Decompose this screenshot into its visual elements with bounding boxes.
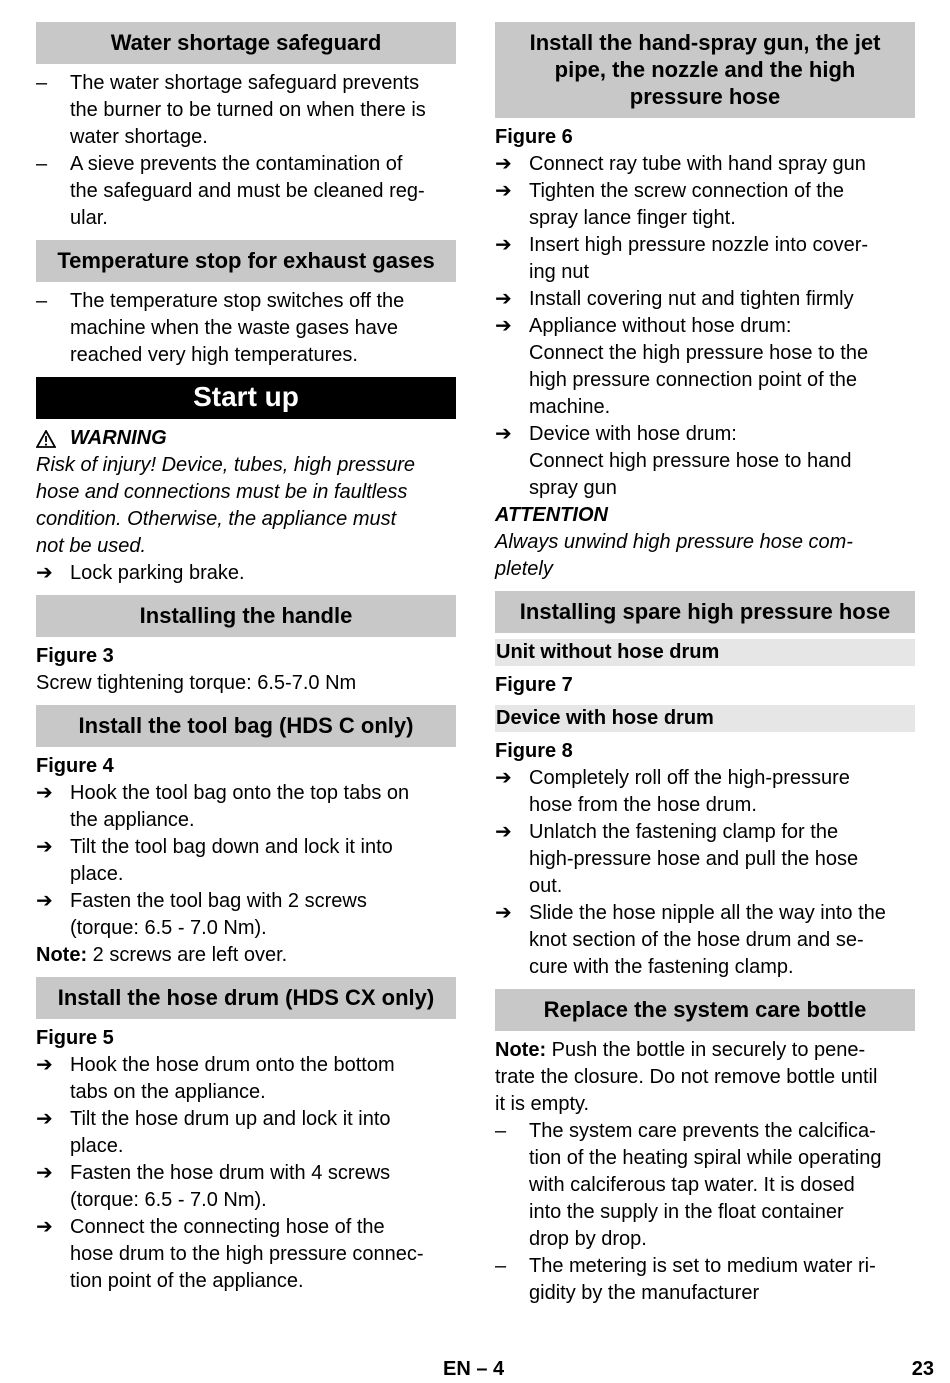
arrow-right-icon: ➔ <box>495 767 512 789</box>
step-item: ➔ Insert high pressure nozzle into cover- ing nut <box>495 232 915 286</box>
torque-text: Screw tightening torque: 6.5-7.0 Nm <box>36 672 357 694</box>
figure-ref: Figure 6 <box>495 126 573 148</box>
step-item: ➔ Device with hose drum: Connect high pressure hose to hand spray gun <box>495 421 915 502</box>
step-item: ➔ Tilt the tool bag down and lock it into place. <box>36 834 456 888</box>
arrow-right-icon: ➔ <box>495 180 512 202</box>
heading-hose-drum: Install the hose drum (HDS CX only) <box>36 977 456 1019</box>
arrow-right-icon: ➔ <box>495 315 512 337</box>
figure-ref: Figure 4 <box>36 755 114 777</box>
heading-spare-hose: Installing spare high pressure hose <box>495 591 915 633</box>
heading-system-care-bottle: Replace the system care bottle <box>495 989 915 1031</box>
attention-text: Always unwind high pressure hose com- pletely <box>495 531 853 580</box>
arrow-right-icon: ➔ <box>36 1162 53 1184</box>
page-number: 23 <box>911 1358 934 1380</box>
right-column <box>495 22 915 1307</box>
list-item: – The water shortage safeguard prevents the burner to be turned on when there is water shortage. <box>36 70 456 151</box>
dash-marker: – <box>36 153 48 175</box>
arrow-right-icon: ➔ <box>495 423 512 445</box>
note-text: Note: 2 screws are left over. <box>36 944 288 966</box>
arrow-right-icon: ➔ <box>36 836 53 858</box>
arrow-right-icon: ➔ <box>495 153 512 175</box>
step-item: ➔ Fasten the tool bag with 2 screws (torque: 6.5 - 7.0 Nm). <box>36 888 456 942</box>
arrow-right-icon: ➔ <box>36 1108 53 1130</box>
step-item: ➔ Install covering nut and tighten firmly <box>495 286 915 313</box>
attention-label: ATTENTION <box>495 504 608 526</box>
subheading-device-with-drum: Device with hose drum <box>495 705 915 732</box>
step-item: ➔ Appliance without hose drum: Connect the high pressure hose to the high pressure connection point of the machine. <box>495 313 915 421</box>
step-item: ➔ Completely roll off the high-pressure hose from the hose drum. <box>495 765 915 819</box>
subheading-unit-without-drum: Unit without hose drum <box>495 639 915 666</box>
list-item: – The system care prevents the calcifica- tion of the heating spiral while operating with calciferous tap water. It is dosed into the supply in the float container drop by drop. <box>495 1118 915 1253</box>
arrow-right-icon: ➔ <box>36 1054 53 1076</box>
figure-ref: Figure 3 <box>36 645 114 667</box>
step-item: ➔ Connect the connecting hose of the hose drum to the high pressure connec- tion point of the appliance. <box>36 1214 456 1295</box>
dash-marker: – <box>495 1120 507 1142</box>
heading-install-spray-gun: Install the hand-spray gun, the jet pipe, the nozzle and the high pressure hose <box>495 22 915 118</box>
arrow-right-icon: ➔ <box>495 902 512 924</box>
step-item: ➔ Unlatch the fastening clamp for the high-pressure hose and pull the hose out. <box>495 819 915 900</box>
figure-ref: Figure 5 <box>36 1027 114 1049</box>
dash-marker: – <box>36 72 48 94</box>
dash-marker: – <box>495 1255 507 1277</box>
step-item: ➔ Lock parking brake. <box>36 560 456 587</box>
list-item: – A sieve prevents the contamination of the safeguard and must be cleaned reg- ular. <box>36 151 456 232</box>
step-item: ➔ Fasten the hose drum with 4 screws (torque: 6.5 - 7.0 Nm). <box>36 1160 456 1214</box>
left-column <box>36 22 456 1295</box>
step-item: ➔ Slide the hose nipple all the way into the knot section of the hose drum and se- cure with the fastening clamp. <box>495 900 915 981</box>
list-item: – The metering is set to medium water ri- gidity by the manufacturer <box>495 1253 915 1307</box>
step-item: ➔ Hook the hose drum onto the bottom tabs on the appliance. <box>36 1052 456 1106</box>
arrow-right-icon: ➔ <box>495 234 512 256</box>
heading-temperature-stop: Temperature stop for exhaust gases <box>36 240 456 282</box>
figure-ref: Figure 7 <box>495 674 573 696</box>
heading-installing-handle: Installing the handle <box>36 595 456 637</box>
step-item: ➔ Hook the tool bag onto the top tabs on the appliance. <box>36 780 456 834</box>
arrow-right-icon: ➔ <box>36 782 53 804</box>
arrow-right-icon: ➔ <box>36 1216 53 1238</box>
dash-marker: – <box>36 290 48 312</box>
arrow-right-icon: ➔ <box>36 890 53 912</box>
footer-section-label: EN – 4 <box>443 1358 505 1380</box>
arrow-right-icon: ➔ <box>495 288 512 310</box>
step-item: ➔ Tilt the hose drum up and lock it into place. <box>36 1106 456 1160</box>
heading-start-up: Start up <box>36 377 456 419</box>
warning-triangle-icon <box>36 430 56 448</box>
figure-ref: Figure 8 <box>495 740 573 762</box>
step-item: ➔ Tighten the screw connection of the spray lance finger tight. <box>495 178 915 232</box>
arrow-right-icon: ➔ <box>36 562 53 584</box>
heading-tool-bag: Install the tool bag (HDS C only) <box>36 705 456 747</box>
step-item: ➔ Connect ray tube with hand spray gun <box>495 151 915 178</box>
heading-water-shortage: Water shortage safeguard <box>36 22 456 64</box>
warning-label: WARNING <box>36 425 456 452</box>
warning-text: Risk of injury! Device, tubes, high pressure hose and connections must be in faultless condition. Otherwise, the appliance must not be used. <box>36 454 416 557</box>
note-text: Note: Push the bottle in securely to pene- trate the closure. Do not remove bottle until it is empty. <box>495 1039 878 1115</box>
list-item: – The temperature stop switches off the machine when the waste gases have reached very high temperatures. <box>36 288 456 369</box>
arrow-right-icon: ➔ <box>495 821 512 843</box>
